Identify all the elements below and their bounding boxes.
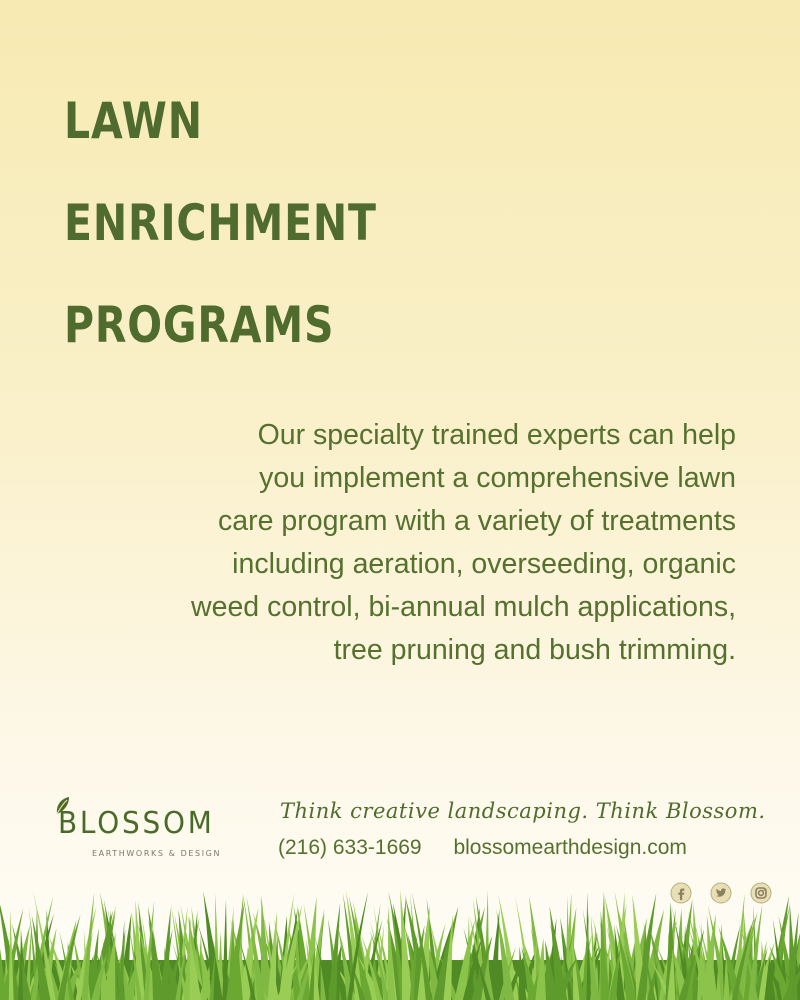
contact-info [278, 836, 687, 860]
title-line-1: LAWN [64, 92, 203, 150]
website-link[interactable]: blossomearthdesign.com [453, 836, 687, 859]
description-line: care program with a variety of treatments [218, 505, 736, 537]
title-line-3: PROGRAMS [64, 296, 335, 354]
description-line: tree pruning and bush trimming. [333, 634, 736, 666]
page-title [64, 70, 377, 376]
grass-decoration [0, 890, 800, 1000]
tagline: Think creative landscaping. Think Blossom. [280, 799, 766, 823]
brand-subtitle: EARTHWORKS & DESIGN [92, 849, 222, 858]
description-paragraph [96, 414, 736, 672]
description-line: including aeration, overseeding, organic [232, 548, 736, 580]
blossom-logo [54, 796, 260, 862]
description-line: you implement a comprehensive lawn [259, 462, 736, 494]
description-line: Our specialty trained experts can help [257, 419, 736, 451]
title-line-2: ENRICHMENT [64, 194, 377, 252]
phone-number[interactable]: (216) 633-1669 [278, 836, 422, 859]
description-line: weed control, bi-annual mulch applications, [191, 591, 736, 623]
brand-name: BLOSSOM [58, 806, 215, 841]
